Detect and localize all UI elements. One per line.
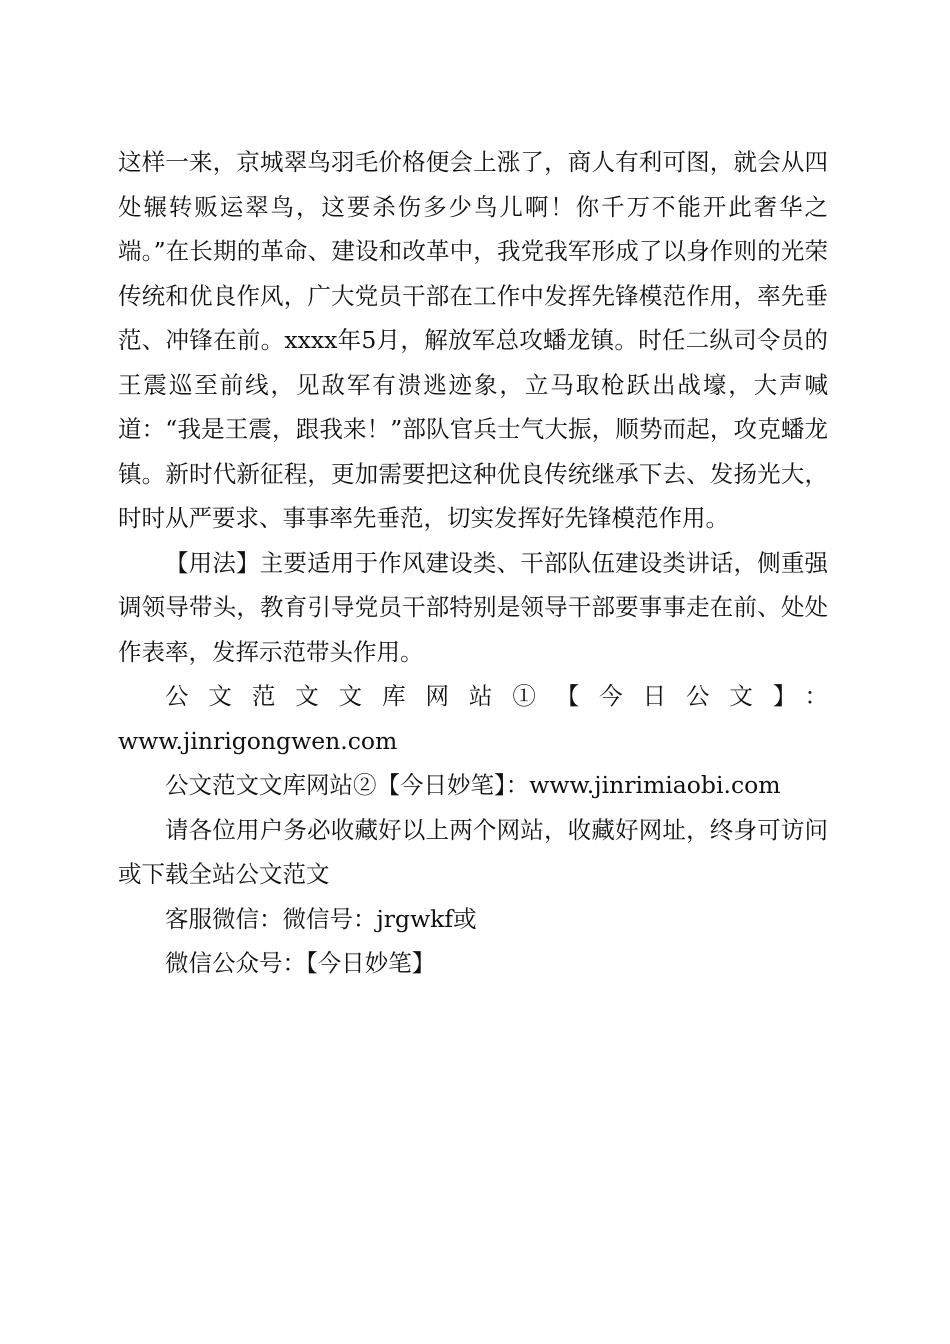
wechat-official-account: 微信公众号：【今日妙笔】 — [165, 949, 436, 977]
customer-service-wechat: 客服微信：微信号：jrgwkf或 — [165, 904, 477, 933]
bookmark-notice: 请各位用户务必收藏好以上两个网站，收藏好网址，终身可访问或下载全站公文范文 — [118, 815, 828, 888]
website-1-label: 公文范文文库网站①【今日公文】： — [165, 682, 828, 710]
body-paragraph-story: 这样一来，京城翠鸟羽毛价格便会上涨了，商人有利可图，就会从四处辗转贩运翠鸟，这要杀伤多少鸟儿啊！你千万不能开此奢华之端。”在长期的革命、建设和改革中，我党我军形成了以身作则的光荣传统和优良作风，广大党员干部在工作中发挥先锋模范作用，率先垂范、冲锋在前。xxxx年5月，解放军总攻蟠龙镇。时任二纵司令员的王震巡至前线，见敌军有溃逃迹象，立马取枪跃出战壕，大声喊道：“我是王震，跟我来！”部队官兵士气大振，顺势而起，攻克蟠龙镇。新时代新征程，更加需要把这种优良传统继承下去、发扬光大，时时从严要求、事事率先垂范，切实发挥好先锋模范作用。 — [118, 148, 828, 532]
body-paragraph-usage: 【用法】主要适用于作风建设类、干部队伍建设类讲话，侧重强调领导带头，教育引导党员干部特别是领导干部要事事走在前、处处作表率，发挥示范带头作用。 — [118, 548, 828, 666]
website-2-line[interactable]: 公文范文文库网站②【今日妙笔】：www.jinrimiaobi.com — [165, 771, 781, 799]
document-page — [118, 140, 828, 986]
website-1-url[interactable]: www.jinrigongwen.com — [118, 726, 398, 755]
